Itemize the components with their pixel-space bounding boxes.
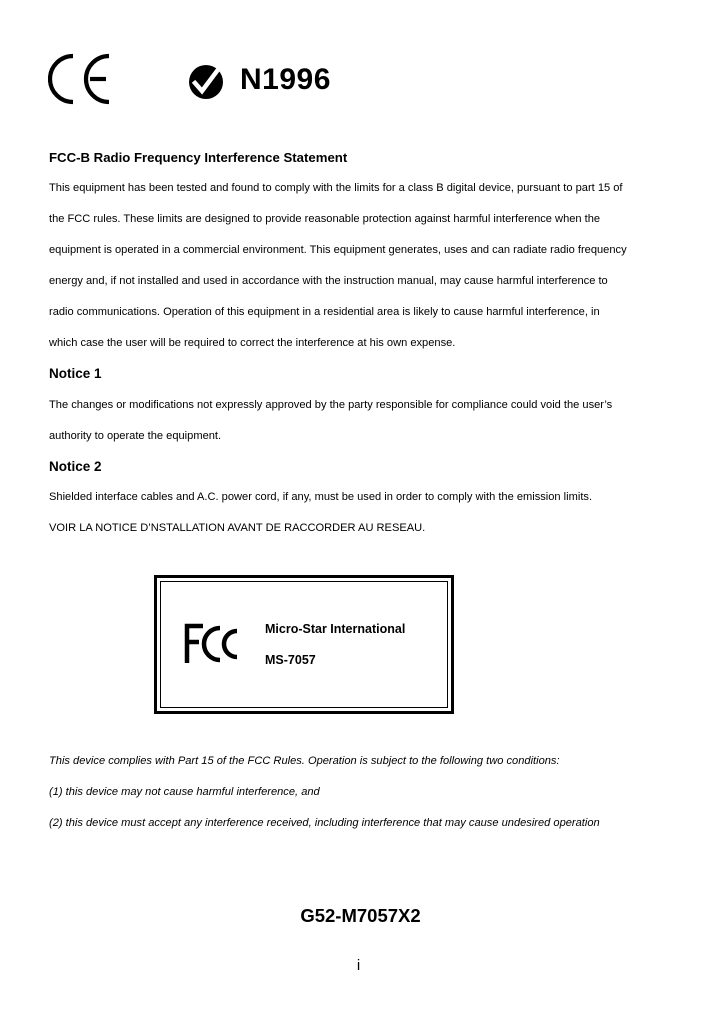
fcc-statement-line: This equipment has been tested and found to comply with the limits for a class B digital device, pursuant to part 15 of — [49, 182, 623, 194]
fcc-statement-line: the FCC rules. These limits are designed to provide reasonable protection against harmful interference when the — [49, 213, 601, 225]
c-tick-approval-code: N1996 — [240, 63, 331, 96]
compliance-line: This device complies with Part 15 of the FCC Rules. Operation is subject to the following two conditions: — [49, 755, 560, 767]
notice-1-line: authority to operate the equipment. — [49, 430, 222, 442]
notice-2-line: Shielded interface cables and A.C. power cord, if any, must be used in order to comply with the emission limits. — [49, 491, 593, 503]
notice-2-line: VOIR LA NOTICE D’NSTALLATION AVANT DE RACCORDER AU RESEAU. — [49, 522, 426, 534]
fcc-statement-line: radio communications. Operation of this equipment in a residential area is likely to cause harmful interference, in — [49, 306, 600, 318]
notice-1-title: Notice 1 — [49, 366, 102, 381]
page-number — [0, 957, 723, 975]
fcc-statement-title: FCC-B Radio Frequency Interference Statement — [49, 150, 348, 165]
document-code-text: G52-M7057X2 — [300, 905, 421, 926]
c-tick-icon — [186, 64, 226, 100]
compliance-line: (1) this device may not cause harmful interference, and — [49, 786, 320, 798]
notice-2-title: Notice 2 — [49, 459, 102, 474]
fcc-label-company: Micro-Star International — [265, 622, 406, 636]
fcc-statement-line: which case the user will be required to correct the interference at his own expense. — [49, 337, 456, 349]
ce-mark-icon — [48, 52, 112, 106]
document-code — [0, 905, 723, 927]
notice-1-line: The changes or modifications not expressly approved by the party responsible for compliance could void the user’s — [49, 399, 613, 411]
fcc-logo-icon — [184, 623, 244, 665]
page-number-text: i — [356, 957, 361, 974]
fcc-label-model: MS-7057 — [265, 653, 316, 667]
fcc-statement-line: equipment is operated in a commercial environment. This equipment generates, uses and can radiate radio frequency — [49, 244, 627, 256]
fcc-statement-line: energy and, if not installed and used in accordance with the instruction manual, may cause harmful interference to — [49, 275, 608, 287]
compliance-line: (2) this device must accept any interference received, including interference that may cause undesired operation — [49, 817, 600, 829]
